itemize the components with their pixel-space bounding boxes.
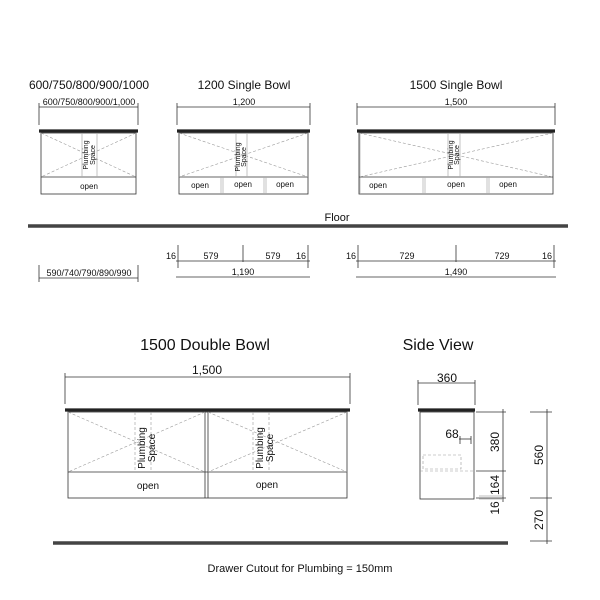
plumbing-label: Space <box>241 147 248 167</box>
title-c2: 1200 Single Bowl <box>197 78 291 92</box>
drawer-label: open <box>191 181 209 190</box>
dim-c1-width: 600/750/800/900/1,000 <box>42 97 136 107</box>
dim-c2-half: 579 <box>203 251 219 261</box>
plumbing-label: Space <box>265 433 276 463</box>
dim-c2-side: 16 <box>295 251 307 261</box>
title-c3: 1500 Single Bowl <box>409 78 503 92</box>
cabinet-1500-single <box>346 97 556 277</box>
dim-c3-side: 16 <box>541 251 553 261</box>
plumbing-label: Space <box>147 433 158 463</box>
drawer-label: open <box>234 180 252 189</box>
drawer-label: open <box>447 180 465 189</box>
dim-side-gap: 16 <box>488 501 502 515</box>
plumbing-label: Plumbing <box>448 140 455 170</box>
cabinet-1500-double <box>65 363 350 498</box>
dim-c2-side: 16 <box>165 251 177 261</box>
dim-side-leg: 270 <box>532 509 546 531</box>
plumbing-label: Space <box>90 145 97 165</box>
title-c1: 600/750/800/900/1000 <box>28 78 150 92</box>
dim-c1-inner: 590/740/790/890/990 <box>46 268 132 278</box>
dim-c3-width: 1,500 <box>444 97 468 107</box>
dim-c2-half: 579 <box>265 251 281 261</box>
dim-c3-half: 729 <box>399 251 415 261</box>
floor-label: Floor <box>324 212 350 224</box>
dim-side-total: 560 <box>532 444 546 466</box>
dim-side-depth: 360 <box>436 371 458 385</box>
drawer-label: open <box>276 180 294 189</box>
drawer-label: open <box>499 180 517 189</box>
cabinet-1200-single <box>166 97 310 277</box>
plumbing-label: Space <box>454 145 461 165</box>
dim-c2-inner: 1,190 <box>231 267 255 277</box>
drawer-label: open <box>80 182 98 191</box>
dim-side-offset: 68 <box>445 427 459 441</box>
drawer-label: open <box>136 481 160 492</box>
plumbing-label: Plumbing <box>137 427 148 469</box>
title-side: Side View <box>402 337 474 354</box>
dim-c3-inner: 1,490 <box>444 267 468 277</box>
side-view <box>418 371 552 544</box>
footnote: Drawer Cutout for Plumbing = 150mm <box>207 563 393 575</box>
dim-c3-half: 729 <box>494 251 510 261</box>
title-double: 1500 Double Bowl <box>140 337 270 354</box>
dim-double-width: 1,500 <box>191 363 223 377</box>
dim-side-drawer: 164 <box>488 474 502 496</box>
dim-side-upper: 380 <box>488 431 502 453</box>
plumbing-label: Plumbing <box>255 427 266 469</box>
cabinet-600-1000 <box>39 97 138 282</box>
plumbing-label: Plumbing <box>83 140 90 170</box>
drawer-label: open <box>369 181 387 190</box>
dim-c3-side: 16 <box>345 251 357 261</box>
drawer-label: open <box>255 480 279 491</box>
plumbing-label: Plumbing <box>235 142 242 172</box>
dim-c2-width: 1,200 <box>232 97 256 107</box>
